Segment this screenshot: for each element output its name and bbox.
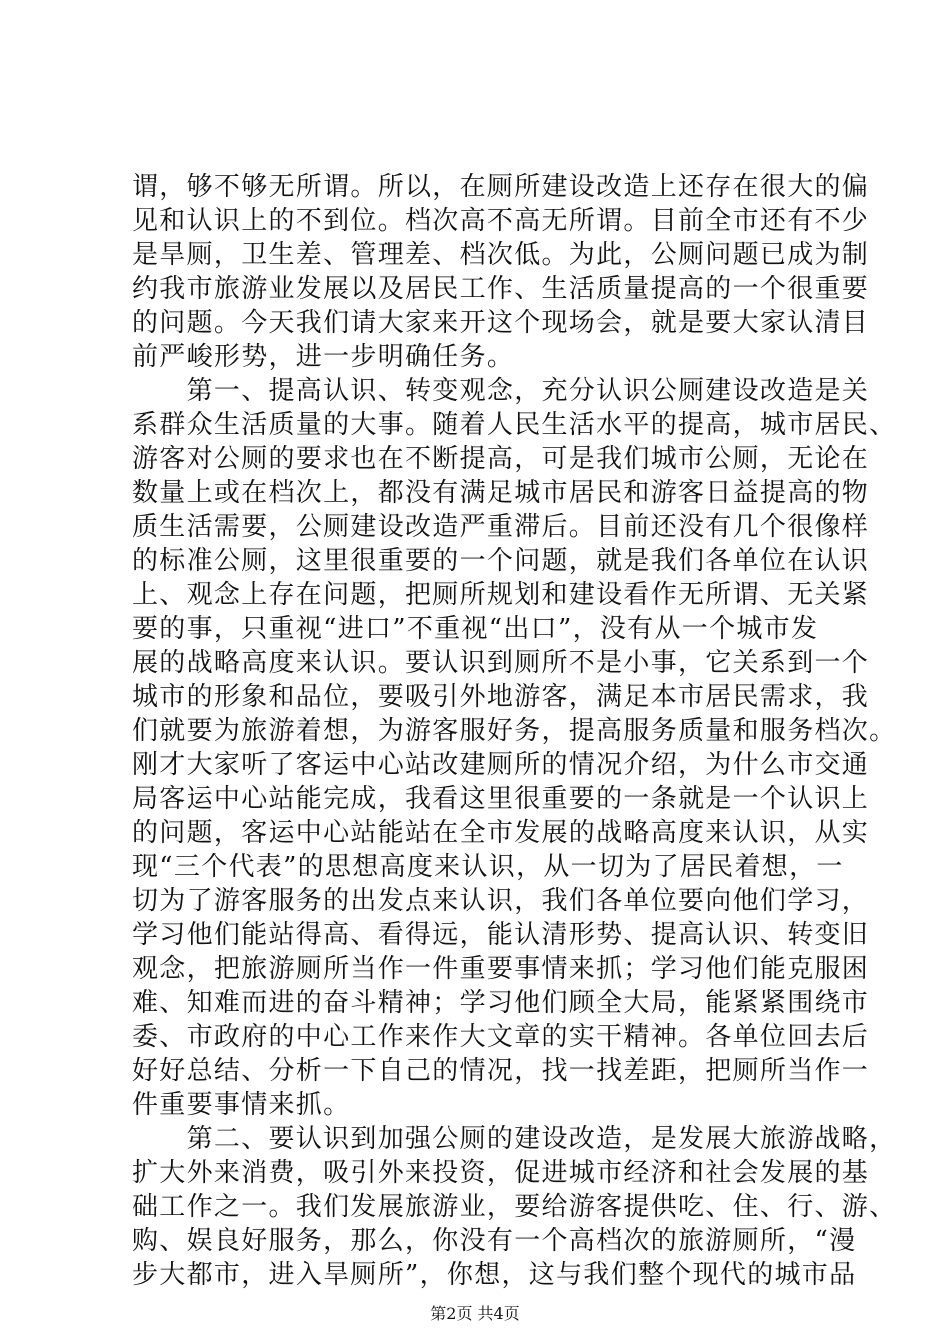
text-line: 难、知难而进的奋斗精神；学习他们顾全大局，能紧紧围绕市 bbox=[132, 988, 870, 1018]
text-line: 数量上或在档次上，都没有满足城市居民和游客日益提高的物 bbox=[132, 478, 870, 508]
text-line: 现“三个代表”的思想高度来认识，从一切为了居民着想，一 bbox=[132, 852, 844, 882]
text-line: 城市的形象和品位，要吸引外地游客，满足本市居民需求，我 bbox=[132, 682, 870, 712]
text-line: 前严峻形势，进一步明确任务。 bbox=[132, 342, 515, 372]
text-line: 是旱厕，卫生差、管理差、档次低。为此，公厕问题已成为制 bbox=[132, 240, 870, 270]
text-line: 好好总结、分析一下自己的情况，找一找差距，把厕所当作一 bbox=[132, 1056, 870, 1086]
text-line: 件重要事情来抓。 bbox=[132, 1090, 351, 1120]
text-line: 见和认识上的不到位。档次高不高无所谓。目前全市还有不少 bbox=[132, 206, 870, 236]
text-line: 第二、要认识到加强公厕的建设改造，是发展大旅游战略， bbox=[132, 1124, 897, 1154]
text-line: 学习他们能站得高、看得远，能认清形势、提高认识、转变旧 bbox=[132, 920, 870, 950]
text-line: 上、观念上存在问题，把厕所规划和建设看作无所谓、无关紧 bbox=[132, 580, 870, 610]
text-line: 局客运中心站能完成，我看这里很重要的一条就是一个认识上 bbox=[132, 784, 870, 814]
text-line: 购、娱良好服务，那么，你没有一个高档次的旅游厕所，“漫 bbox=[132, 1226, 857, 1256]
text-line: 们就要为旅游着想，为游客服好务，提高服务质量和服务档次。 bbox=[132, 716, 897, 746]
page-number-footer: 第2页 共4页 bbox=[430, 1304, 520, 1323]
text-line: 系群众生活质量的大事。随着人民生活水平的提高，城市居民、 bbox=[132, 410, 897, 440]
text-line: 展的战略高度来认识。要认识到厕所不是小事，它关系到一个 bbox=[132, 648, 870, 678]
text-line: 约我市旅游业发展以及居民工作、生活质量提高的一个很重要 bbox=[132, 274, 870, 304]
text-line: 步大都市，进入旱厕所”，你想，这与我们整个现代的城市品 bbox=[132, 1260, 857, 1290]
text-line: 谓，够不够无所谓。所以，在厕所建设改造上还存在很大的偏 bbox=[132, 172, 870, 202]
text-line: 委、市政府的中心工作来作大文章的实干精神。各单位回去后 bbox=[132, 1022, 870, 1052]
text-line: 的标准公厕，这里很重要的一个问题，就是我们各单位在认识 bbox=[132, 546, 870, 576]
text-line: 第一、提高认识、转变观念，充分认识公厕建设改造是关 bbox=[132, 376, 870, 406]
text-line: 扩大外来消费，吸引外来投资，促进城市经济和社会发展的基 bbox=[132, 1158, 870, 1188]
text-line: 的问题。今天我们请大家来开这个现场会，就是要大家认清目 bbox=[132, 308, 870, 338]
text-line: 要的事，只重视“进口”不重视“出口”，没有从一个城市发 bbox=[132, 614, 819, 644]
text-line: 础工作之一。我们发展旅游业，要给游客提供吃、住、行、游、 bbox=[132, 1192, 897, 1222]
text-line: 切为了游客服务的出发点来认识，我们各单位要向他们学习， bbox=[132, 886, 870, 916]
text-line: 质生活需要，公厕建设改造严重滞后。目前还没有几个很像样 bbox=[132, 512, 870, 542]
text-line: 观念，把旅游厕所当作一件重要事情来抓；学习他们能克服困 bbox=[132, 954, 870, 984]
text-line: 游客对公厕的要求也在不断提高，可是我们城市公厕，无论在 bbox=[132, 444, 870, 474]
text-line: 刚才大家听了客运中心站改建厕所的情况介绍，为什么市交通 bbox=[132, 750, 870, 780]
text-line: 的问题，客运中心站能站在全市发展的战略高度来认识，从实 bbox=[132, 818, 870, 848]
